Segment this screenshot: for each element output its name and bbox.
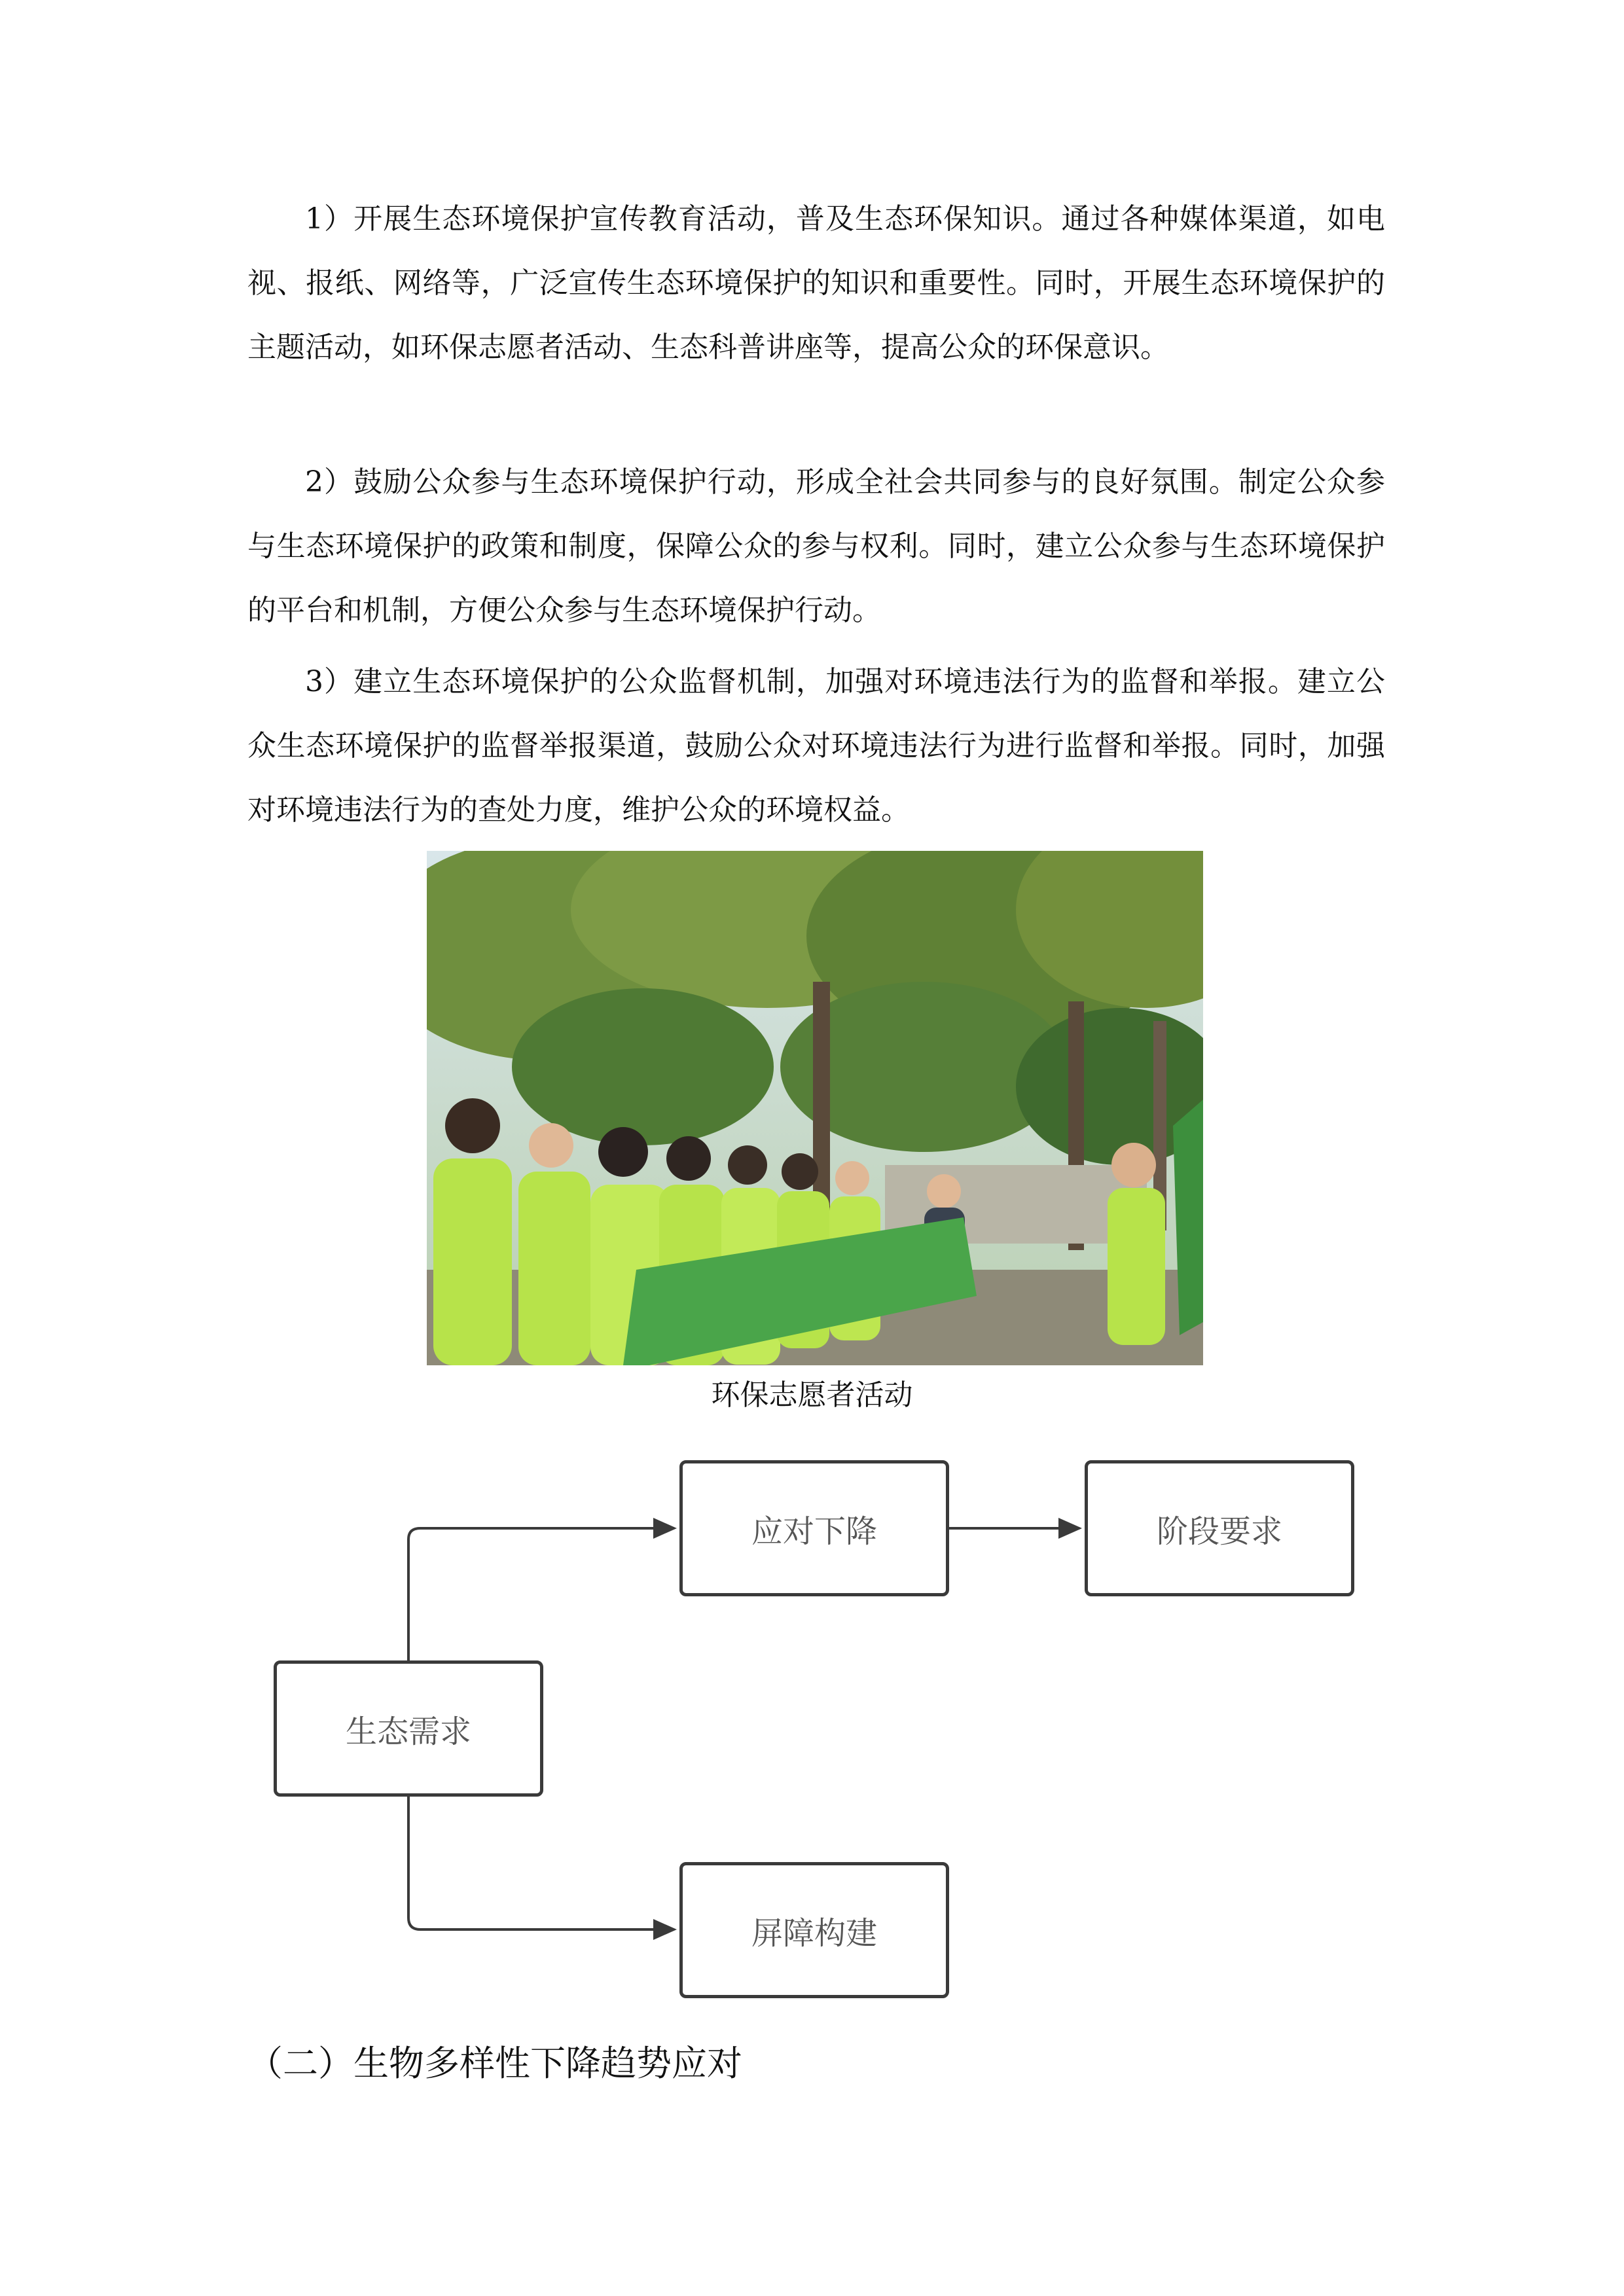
section-heading: （二）生物多样性下降趋势应对 (247, 2043, 742, 2084)
flow-node-respond-decline: 应对下降 (679, 1460, 949, 1596)
flow-node-stage-requirements: 阶段要求 (1085, 1460, 1354, 1596)
paragraph-3: 3）建立生态环境保护的公众监督机制，加强对环境违法行为的监督和举报。建立公众生态环境保护的监督举报渠道，鼓励公众对环境违法行为进行监督和举报。同时，加强对环境违法行为的查处力度，维护公众的环境权益。 (247, 665, 1385, 827)
paragraph-1: 1）开展生态环境保护宣传教育活动，普及生态环保知识。通过各种媒体渠道，如电视、报纸、网络等，广泛宣传生态环境保护的知识和重要性。同时，开展生态环境保护的主题活动，如环保志愿者活动、生态科普讲座等，提高公众的环保意识。 (247, 202, 1385, 364)
paragraph-2: 2）鼓励公众参与生态环境保护行动，形成全社会共同参与的良好氛围。制定公众参与生态环境保护的政策和制度，保障公众的参与权利。同时，建立公众参与生态环境保护的平台和机制，方便公众参与生态环境保护行动。 (247, 465, 1385, 627)
flow-node-ecological-demand: 生态需求 (274, 1660, 543, 1797)
arrow-root-to-upper (408, 1528, 674, 1660)
arrow-root-to-lower (408, 1797, 674, 1929)
figure-caption: 环保志愿者活动 (711, 1378, 913, 1412)
flow-node-barrier-construction: 屏障构建 (679, 1862, 949, 1998)
